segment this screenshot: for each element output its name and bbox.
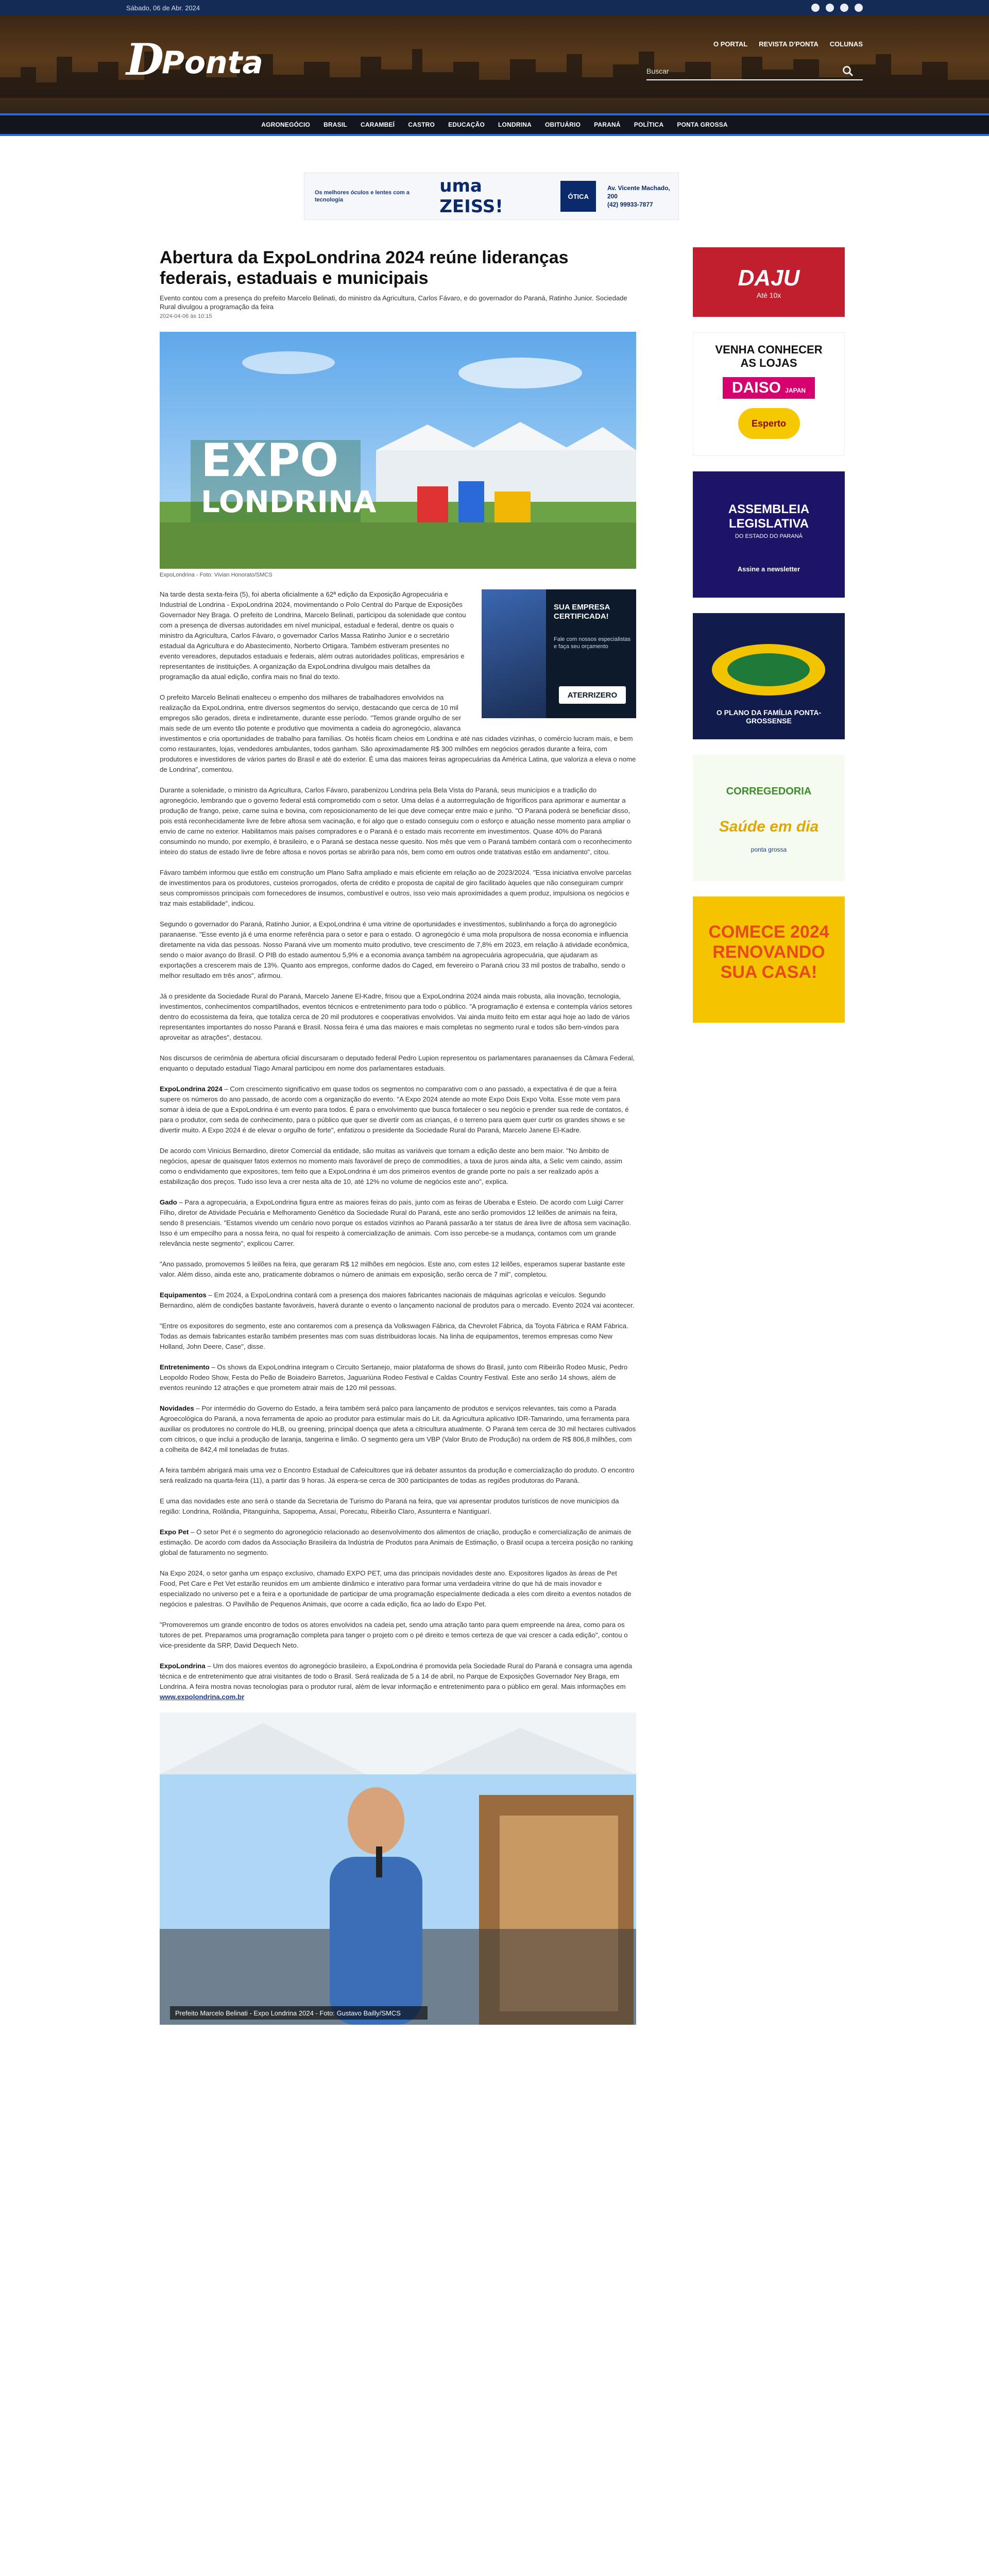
assembleia-sub: DO ESTADO DO PARANÁ [735, 533, 803, 539]
top-ad-banner[interactable] [304, 173, 679, 220]
article-second-image[interactable] [160, 1713, 636, 2025]
article [160, 247, 636, 2025]
article-paragraph: Já o presidente da Sociedade Rural do Paraná, Marcelo Janene El-Kadre, frisou que a ExpoLondrina 2024 ainda mais robusta, alia inovação, tecnologia, investimentos, conhecimentos compartilhados, eventos técnicos e entretenimento para todo o público. "A programação é extensa e contempla vários setores dentro do ecossistema da feira, que totaliza cerca de 20 mil produtores e cooperativas envolvidos. Vai ainda muito feito em estar aqui hoje ao lado de vários representantes importantes do nosso Paraná e Brasil. Nossa feira é uma das maiores e mais completas no segmento rural e todos são bem-vindos para aproveitar as atrações", destacou. [160, 992, 633, 1041]
link-portal[interactable]: O PORTAL [713, 40, 748, 48]
image-caption: ExpoLondrina - Foto: Vivian Honorato/SMCS [160, 572, 272, 578]
current-date: Sábado, 06 de Abr. 2024 [126, 4, 200, 12]
ad-store-phone: (42) 99933-7877 [607, 201, 653, 209]
top-bar [0, 0, 989, 15]
article-paragraph: "Entre os expositores do segmento, este ano contaremos com a presença da Volkswagen Fábrica, da Chevrolet Fábrica, da Toyota Fábrica e RAM Fábrica. Todas as demais fabricantes estarão também presentes mas com suas distribuidoras locais. Na linha de equipamentos, teremos empresas como New Holland, John Deere, Case", disse. [160, 1322, 628, 1350]
daiso-line1: VENHA CONHECER [715, 343, 823, 356]
social-links [811, 4, 863, 12]
ad-subtitle: Os melhores óculos e lentes com a tecnologia [315, 189, 410, 203]
article-lead: Evento contou com a presença do prefeito Marcelo Belinati, do ministro da Agricultura, Carlos Fávaro, e do governador do Paraná, Ratinho Junior. Sociedade Rural divulgou a programação da feira [160, 294, 627, 311]
nav-educacao[interactable]: EDUCAÇÃO [448, 121, 485, 128]
cafe-logo: Esperto [738, 408, 800, 439]
article-paragraph: Segundo o governador do Paraná, Ratinho Junior, a ExpoLondrina é uma vitrine de oportunidades e investimentos, sublinhando a força do agronegócio paranaense. "Esse evento já é uma enorme referência para o setor e para o estado. O agronegócio é uma mola propulsora de nossa economia e influencia diretamente na vida das pessoas. Nosso Paraná vive um momento muito produtivo, teve crescimento de 7,8% em 2023, em relação à atividade econômica, sendo o maior avanço do Brasil. O PIB do estado aumentou 5,9% e a economia avança também na agropecuária agropecuária, que ajudaram as exportações a crescerem mais de 13%. Quanto aos empregos, conforme dados do Caged, em fevereiro o Paraná criou 33 mil postos de trabalho, sendo o melhor resultado em três anos", afirmou. [160, 920, 629, 979]
sidebar-ad-daiso[interactable] [693, 332, 845, 456]
ad-brand: uma ZEISS! [439, 176, 503, 217]
article-main-image[interactable] [160, 332, 636, 569]
image-title-londrina: LONDRINA [201, 484, 377, 519]
solar-panel-illustration [482, 589, 546, 718]
stadium-illustration [693, 613, 845, 706]
inline-ad-text: Fale com nossos especialistas e faça seu orçamento [554, 636, 631, 650]
article-paragraph: Novidades – Por intermédio do Governo do Estado, a feira também será palco para lançamento de produtos e serviços relevantes, tais como a Parada Agroecológica do Paraná, a nova ferramenta de apoio ao produtor para estimular mais do Lit. da Agricultura aplicativo IDR-Tamarindo, uma ferramenta para auxiliar os produtores no controle do HLB, ou greening, principal doença que afeta a citricultura atualmente. O Paraná tem cerca de 30 mil hectares cultivados com citricos, o que inclui a produção de laranja, tangerina e limão. O segmento gera um VBP (Valor Bruto de Produção) na ordem de R$ 806,8 milhões, com a colheita de 842,4 mil toneladas de frutas. [160, 1404, 636, 1453]
nav-carambei[interactable]: CARAMBEÍ [360, 121, 395, 128]
expo-photo [160, 332, 636, 569]
article-paragraph: Na tarde desta sexta-feira (5), foi aberta oficialmente a 62ª edição da Exposição Agropecuária e Industrial de Londrina - ExpoLondrina 2024, movimentando o Polo Central do Parque de Exposições Governador Ney Braga. O prefeito de Londrina, Marcelo Belinati, participou da solenidade que contou com a presença de diversas autoridades em nível municipal, estadual e federal, dentre os quais o ministro da Agricultura, Carlos Fávaro, o governador Carlos Massa Ratinho Junior e o secretário estadual da Agricultura e do Abastecimento, Norberto Ortigara. Também estiveram presentes no evento vereadores, deputados estaduais e federais, além outras autoridades políticas, empresários e representantes de instituições. A organização da ExpoLondrina divulgou mais detalhes da programação da atual edição, confira mais no final do texto. [160, 590, 466, 681]
expolondrina-link[interactable]: www.expolondrina.com.br [160, 1693, 245, 1701]
daju-brand: DAJU [738, 265, 800, 291]
nav-castro[interactable]: CASTRO [408, 121, 435, 128]
article-paragraph: Durante a solenidade, o ministro da Agricultura, Carlos Fávaro, parabenizou Londrina pela Bela Vista do Paraná, seus municípios e a tradição do agronegócio, lembrando que o governo federal está comprometido com o setor. Uma delas é a autorrregulação de frigoríficos para aprimorar e aumentar a produção de frango, peixe, carne suína e bovina, com reposicionamento de lei que deve começar entre maio e junho. "O Paraná poderá se beneficiar disso, pois está reconhecidamente livre de febre aftosa sem vacinação, e foi algo que o estado conseguiu com o esforço e atuação nesse momento para ampliar o envio de carne no exterior. Habilitamos mais países compradores e o Paraná é o estado mais recorrente em investimentos. Quase 40% do Paraná consumindo no mundo, por exemplo, é brasileiro, e o Paraná se destaca nesse quesito. Nos mês que vem o Paraná também contará com o reconhecimento inteiro do status de estado livre de febre aftosa e novos portas se abrirão para nós, bem como em outros onde tratativas estão em andamento", citou. [160, 786, 632, 856]
article-paragraph: Equipamentos – Em 2024, a ExpoLondrina contará com a presença dos maiores fabricantes nacionais de máquinas agrícolas e veículos. Segundo Bernardino, além de condições bastante favoráveis, haverá durante o evento o lançamento nacional de produtos para o mercado. Evento 2024 vai acontecer. [160, 1291, 635, 1309]
facebook-icon[interactable] [811, 4, 820, 12]
article-title: Abertura da ExpoLondrina 2024 reúne lideranças federais, estaduais e municipais [160, 248, 569, 288]
sidebar-ad-plano[interactable] [693, 613, 845, 739]
article-paragraph: Expo Pet – O setor Pet é o segmento do agronegócio relacionado ao desenvolvimento dos alimentos de criação, produção e comercialização de animais de estimação. De acordo com dados da Associação Brasileira da Indústria de Produtos para Animais de Estimação, o Brasil ocupa a terceira posição no ranking global de faturamento no segmento. [160, 1528, 633, 1556]
article-paragraph: Gado – Para a agropecuária, a ExpoLondrina figura entre as maiores feiras do país, junto com as feiras de Uberaba e Esteio. De acordo com Luigi Carrer Filho, diretor de Atividade Pecuária e Melhoramento Genético da Sociedade Rural do Paraná, este ano serão promovidos 12 leilões de animais na feira, sendo 8 presenciais. "Estamos vivendo um cenário novo porque os estados vizinhos ao Paraná passarão a ter status de área livre de aftosa sem vacinação. Isso é um empecilho para a nossa feira, no qual foi respeito à comercialização de animais. Com isso percebe-se a mudança, contamos com um grande relevância neste segmento", explicou Carrer. [160, 1198, 632, 1247]
main-nav [0, 113, 989, 136]
sidebar-ad-assembleia[interactable] [693, 471, 845, 598]
sidebar [693, 247, 845, 1038]
daju-sub: Até 10x [756, 291, 781, 299]
daiso-brand: DAISO [731, 379, 781, 396]
assembleia-note: Assine a newsletter [737, 565, 800, 573]
article-paragraph: E uma das novidades este ano será o stande da Secretaria de Turismo do Paraná na feira, que vai apresentar produtos turísticos de nove municípios da região: Londrina, Rolândia, Pitanguinha, Sapopema, Assaí, Porecatu, Ribeirão Claro, Assunterra e Nantiguarí. [160, 1497, 619, 1515]
inline-ad[interactable] [482, 589, 636, 718]
inline-ad-brand: ATERRIZERO [559, 686, 626, 704]
nav-brasil[interactable]: BRASIL [323, 121, 347, 128]
sidebar-ad-renovando[interactable] [693, 896, 845, 1023]
sidebar-ad-corregedoria[interactable] [693, 755, 845, 881]
ad-logo: ÓTICA [560, 181, 595, 212]
header-links [713, 40, 863, 48]
search-box [646, 63, 863, 80]
search-input[interactable] [646, 67, 842, 75]
plano-title: O PLANO DA FAMÍLIA PONTA-GROSSENSE [716, 708, 822, 725]
article-paragraph: "Ano passado, promovemos 5 leilões na feira, que geraram R$ 12 milhões em negócios. Este ano, com estes 12 leilões, esperamos superar bastante este valor. Além disso, ainda este ano, praticamente dobramos o número de animais em exposição, serão cerca de 7 mil", completou. [160, 1260, 625, 1278]
nav-obituario[interactable]: OBITUÁRIO [544, 121, 581, 128]
daiso-tag: JAPAN [785, 387, 806, 394]
article-paragraph: A feira também abrigará mais uma vez o Encontro Estadual de Cafeicultores que irá debater assuntos da produção e comercialização do produto. O encontro será realizado na quarta-feira (11), a partir das 9 horas. Já espera-se cerca de 300 participantes de todas as regiões produtoras do Paraná. [160, 1466, 635, 1484]
renovando-line1: COMECE 2024 [708, 922, 829, 942]
corregedoria-sub: Saúde em dia [719, 818, 819, 835]
article-paragraph-last [160, 1661, 636, 1702]
ad-store-address: Av. Vicente Machado, 200 [607, 184, 670, 200]
nav-politica[interactable]: POLÍTICA [634, 121, 664, 128]
article-paragraph: "Promoveremos um grande encontro de todos os atores envolvidos na cadeia pet, sendo uma atração tanto para quem empreende na área, como para os tutores de pet. Preparamos uma programação completa para tanger o projeto com o pé direito e temos certeza de que vai crescer a cada edição", contou o vice-presidente da SRP, David Dequech Neto. [160, 1621, 628, 1649]
nav-ponta-grossa[interactable]: PONTA GROSSA [677, 121, 728, 128]
article-paragraph: O prefeito Marcelo Belinati enalteceu o empenho dos milhares de trabalhadores envolvidos na realização da ExpoLondrina, entre diversos segmentos do serviço, destacando que cerca de 10 mil empregos são gerados, direta e indiretamente, durante esse período. "Temos grande orgulho de ser mais sede de um evento tão potente e produtivo que movimenta a cadeia do agronegócio, alavanca investimentos e cria oportunidades de trabalho para famílias. Os hotéis ficam cheios em Londrina e até nas cidades vizinhas, o comércio lucram mais, e bem como restaurantes, lojas, vendedores ambulantes, todos ganham. São aproximadamente R$ 300 milhões em negócios gerados durante a feira, com produtores e investidores de vários partes do Brasil e até do exterior. É uma das maiores feiras agropecuárias da América Latina, que valoriza a eleva o nome de Londrina", comentou. [160, 693, 636, 773]
email-icon[interactable] [855, 4, 863, 12]
corregedoria-foot: ponta grossa [751, 846, 787, 853]
article-paragraph: ExpoLondrina 2024 – Com crescimento significativo em quase todos os segmentos no comparativo com o ano passado, a expectativa é de que a feira supere os números do ano passado, de acordo com a organização do evento. "A Expo 2024 atende ao mote Expo Dois Expo Volta. Esse mote vem para somar à ideia de que a ExpoLondrina é um evento para todos. É para o envolvimento que busca fortalecer o seu negócio e prender sua rede de contatos, é para o produtor, com seda de conhecimento, para o público que quer se divertir com as crianças, é o terreno para quem quer curtir os grandes shows e se divertir muito. A Expo 2024 é de elevar o orgulho de forte", enfatizou o presidente da Sociedade Rural do Paraná, Marcelo Janene El-Kadre. [160, 1085, 629, 1134]
link-colunas[interactable]: COLUNAS [829, 40, 863, 48]
corregedoria-title: CORREGEDORIA [726, 786, 812, 797]
last-paragraph-text: ExpoLondrina – Um dos maiores eventos do agronegócio brasileiro, a ExpoLondrina é promovida pela Sociedade Rural do Paraná e consagra uma agenda técnica e de entretenimento que atrai visitantes de todo o Brasil. Será realizada de 5 a 14 de abril, no Parque de Exposições Governador Ney Braga, em Londrina. A feira mostra novas tecnologias para o produtor rural, além de levar informação e entretenimento para o público em geral. Mais informações em [160, 1662, 633, 1690]
article-paragraph: Nos discursos de cerimônia de abertura oficial discursaram o deputado federal Pedro Lupion representou os parlamentares paranaenses da Câmara Federal, enquanto o deputado estadual Tiago Amaral participou em nome dos parlamentares estaduais. [160, 1054, 635, 1072]
logo-d: D [126, 34, 164, 85]
sidebar-ad-daju[interactable] [693, 247, 845, 317]
photo-overlay-caption: Prefeito Marcelo Belinati - Expo Londrina 2024 - Foto: Gustavo Bailly/SMCS [175, 2009, 401, 2017]
site-logo[interactable] [126, 34, 263, 85]
renovando-line3: SUA CASA! [720, 962, 817, 982]
assembleia-title: ASSEMBLEIA LEGISLATIVA [728, 502, 810, 531]
nav-londrina[interactable]: LONDRINA [498, 121, 532, 128]
ad-store-info [607, 184, 678, 209]
article-paragraph: De acordo com Vinicius Bernardino, diretor Comercial da entidade, são muitas as variáveis que tornam a edição deste ano bem maior. "No âmbito de negócios, apesar de quaisquer fatos externos no momento mais favorável de preço de commodities, a taxa de juros ainda alta, a Selic vem caindo, assim como o endividamento que expositores, tem feito que a ExpoLondrina é um dos primeiros eventos de grande porte no país a ser realizado após a estabilização dos preços. Tudo isso leva a crer nesta alta de 10, até 12% no volume de negócios este ano", explica. [160, 1147, 622, 1185]
site-header [0, 15, 989, 113]
logo-ponta: Ponta [161, 45, 263, 81]
x-icon[interactable] [840, 4, 848, 12]
nav-parana[interactable]: PARANÁ [594, 121, 621, 128]
nav-agronegocio[interactable]: AGRONEGÓCIO [261, 121, 311, 128]
daiso-logo [723, 377, 815, 399]
mayor-speech-photo [160, 1713, 636, 2025]
article-paragraph: Na Expo 2024, o setor ganha um espaço exclusivo, chamado EXPO PET, uma das principais novidades deste ano. Expositores ligados às áreas de Pet Food, Pet Care e Pet Vet estarão reunidos em um ambiente dinâmico e interativo para formar uma verdadeira vitrine do que há de mais inovador e especializado no universo pet e a feira e a oportunidade de participar de uma programação especialmente dedicada a eles com direito a eventos notados de negócios e palestras. O Pavilhão de Pequenos Animais, que ocorre a cada edição, fica ao lado do Expo Pet. [160, 1569, 632, 1608]
inline-ad-headline: SUA EMPRESA CERTIFICADA! [554, 603, 610, 621]
link-revista[interactable]: REVISTA D'PONTA [759, 40, 819, 48]
article-date: 2024-04-06 às 10:15 [160, 313, 212, 319]
article-paragraph: Entretenimento – Os shows da ExpoLondrina integram o Circuito Sertanejo, maior plataforma de shows do Brasil, junto com Ribeirão Rodeo Music, Pedro Leopoldo Rodeo Show, Festa do Peão de Boiadeiro Barretos, Jaguariúna Rodeo Festival e Caldas Country Festival. Este ano serão 14 shows, além de eventos reunindo 12 atrações e que prometem atrair mais de 120 mil pessoas. [160, 1363, 628, 1392]
daiso-line2: AS LOJAS [740, 357, 797, 369]
renovando-line2: RENOVANDO [712, 942, 825, 962]
image-title-expo: EXPO [201, 434, 339, 487]
instagram-icon[interactable] [826, 4, 834, 12]
search-icon[interactable] [842, 65, 854, 77]
article-paragraph: Fávaro também informou que estão em construção um Plano Safra ampliado e mais eficiente em relação ao de 2023/2024. "Essa iniciativa envolve parcelas de investimentos para os produtores, custeios prorrogados, oferta de crédito e proposta de capital de giro facilitado àqueles que não conseguiram cumprir seus compromissos principais com fornecedores de insumos, combustível e outros, isso veio mais aproximidades a quem produz, impulsiona os negócios e traz mais estabilidade", indicou. [160, 869, 632, 907]
